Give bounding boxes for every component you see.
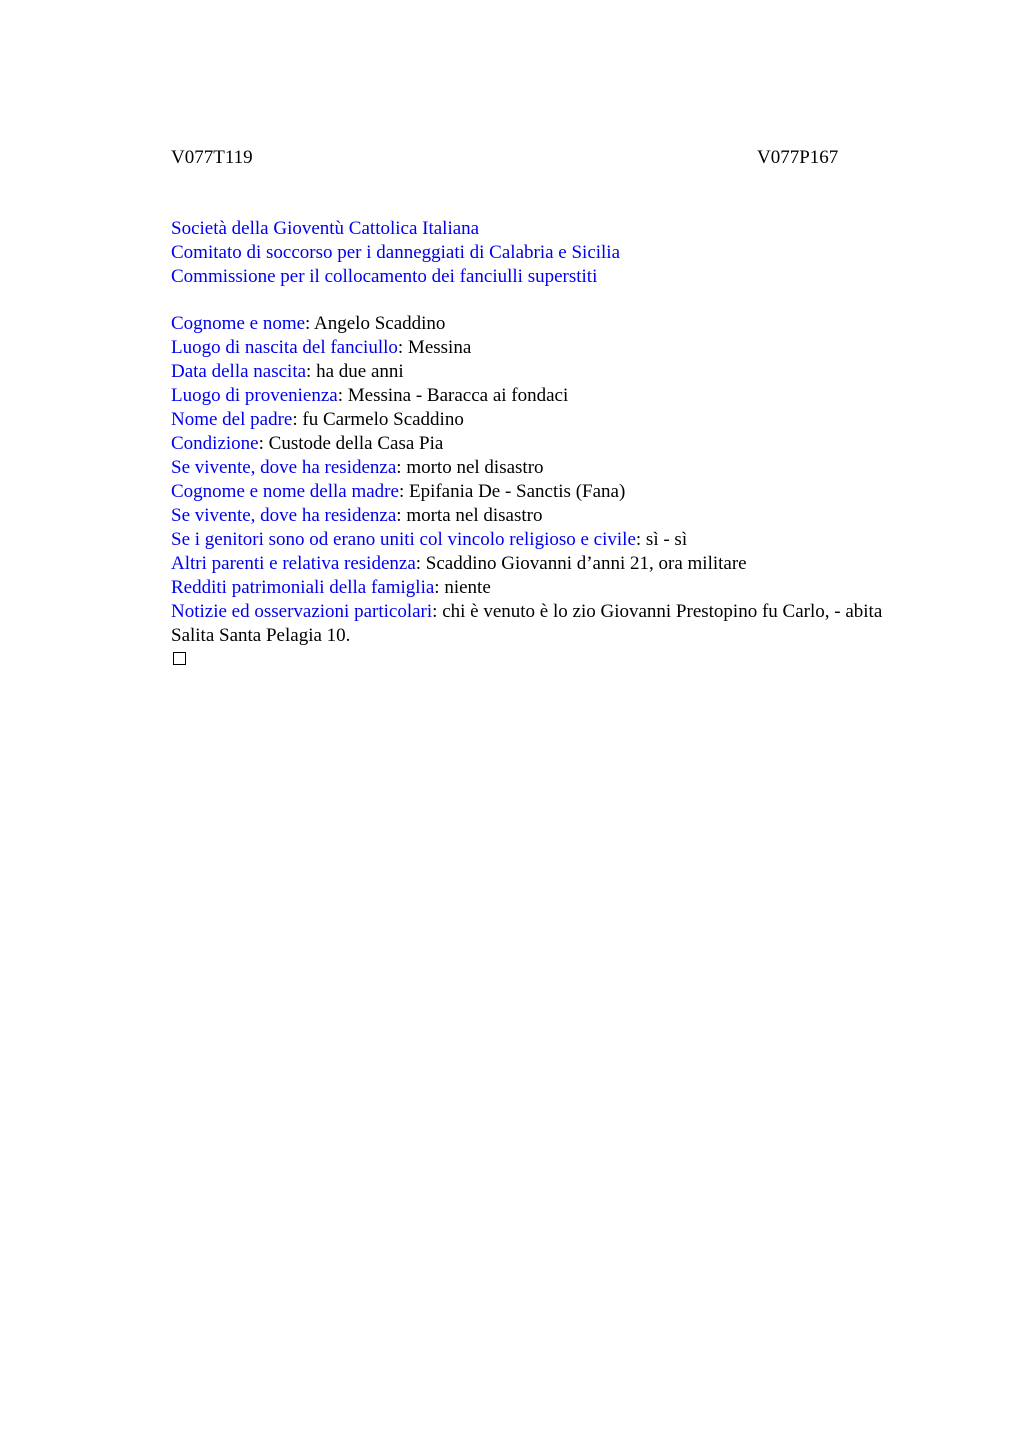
field-separator: : bbox=[415, 553, 426, 574]
field-label: Notizie ed osservazioni particolari bbox=[171, 601, 433, 622]
field-value: Scaddino Giovanni d’anni 21, ora militare bbox=[425, 553, 747, 574]
field-value: Epifania De - Sanctis (Fana) bbox=[408, 481, 626, 502]
field-label: Nome del padre bbox=[171, 409, 293, 430]
field-condizione bbox=[171, 432, 906, 456]
field-separator: : bbox=[396, 457, 407, 478]
field-separator: : bbox=[432, 601, 443, 622]
field-residenza-padre bbox=[171, 456, 906, 480]
field-residenza-madre bbox=[171, 504, 906, 528]
field-label: Se vivente, dove ha residenza bbox=[171, 505, 397, 526]
field-cognome-nome bbox=[171, 312, 906, 336]
field-separator: : bbox=[635, 529, 646, 550]
field-label: Altri parenti e relativa residenza bbox=[171, 553, 416, 574]
header-line-committee: Comitato di soccorso per i danneggiati di Calabria e Sicilia bbox=[171, 242, 621, 263]
field-value: chi è venuto è lo zio Giovanni Prestopino fu Carlo, - abita Salita Santa Pelagia 10. bbox=[171, 601, 883, 646]
field-notizie bbox=[171, 600, 906, 648]
field-value: Messina - Baracca ai fondaci bbox=[347, 385, 569, 406]
field-nome-madre bbox=[171, 480, 906, 504]
field-value: morto nel disastro bbox=[406, 457, 544, 478]
field-separator: : bbox=[292, 409, 303, 430]
field-value: Custode della Casa Pia bbox=[268, 433, 444, 454]
field-separator: : bbox=[396, 505, 407, 526]
header-line-society: Società della Gioventù Cattolica Italiana bbox=[171, 218, 480, 239]
field-label: Luogo di nascita del fanciullo bbox=[171, 337, 398, 358]
field-label: Cognome e nome bbox=[171, 313, 306, 334]
field-separator: : bbox=[258, 433, 269, 454]
field-redditi bbox=[171, 576, 906, 600]
field-altri-parenti bbox=[171, 552, 906, 576]
field-value: Messina bbox=[407, 337, 472, 358]
document-codes bbox=[171, 146, 906, 170]
field-label: Redditi patrimoniali della famiglia bbox=[171, 577, 435, 598]
field-value: morta nel disastro bbox=[406, 505, 543, 526]
field-value: Angelo Scaddino bbox=[314, 313, 446, 334]
field-value: sì - sì bbox=[645, 529, 688, 550]
field-value: ha due anni bbox=[316, 361, 404, 382]
organization-header bbox=[171, 217, 906, 289]
field-label: Data della nascita bbox=[171, 361, 307, 382]
document-code-left: V077T119 bbox=[171, 147, 253, 168]
checkbox-icon bbox=[173, 652, 186, 665]
field-separator: : bbox=[337, 385, 348, 406]
field-separator: : bbox=[434, 577, 445, 598]
field-label: Condizione bbox=[171, 433, 259, 454]
field-separator: : bbox=[398, 481, 409, 502]
field-label: Se vivente, dove ha residenza bbox=[171, 457, 397, 478]
field-label: Cognome e nome della madre bbox=[171, 481, 399, 502]
document-page bbox=[171, 146, 906, 665]
header-line-commission: Commissione per il collocamento dei fanciulli superstiti bbox=[171, 266, 598, 287]
field-separator: : bbox=[397, 337, 408, 358]
field-separator: : bbox=[306, 361, 317, 382]
field-label: Se i genitori sono od erano uniti col vincolo religioso e civile bbox=[171, 529, 636, 550]
field-vincolo-genitori bbox=[171, 528, 906, 552]
field-value: niente bbox=[444, 577, 491, 598]
field-luogo-nascita bbox=[171, 336, 906, 360]
document-code-right: V077P167 bbox=[757, 147, 839, 168]
field-separator: : bbox=[305, 313, 315, 334]
field-data-nascita bbox=[171, 360, 906, 384]
field-value: fu Carmelo Scaddino bbox=[302, 409, 464, 430]
field-nome-padre bbox=[171, 408, 906, 432]
field-luogo-provenienza bbox=[171, 384, 906, 408]
field-label: Luogo di provenienza bbox=[171, 385, 338, 406]
record-fields bbox=[171, 312, 906, 648]
